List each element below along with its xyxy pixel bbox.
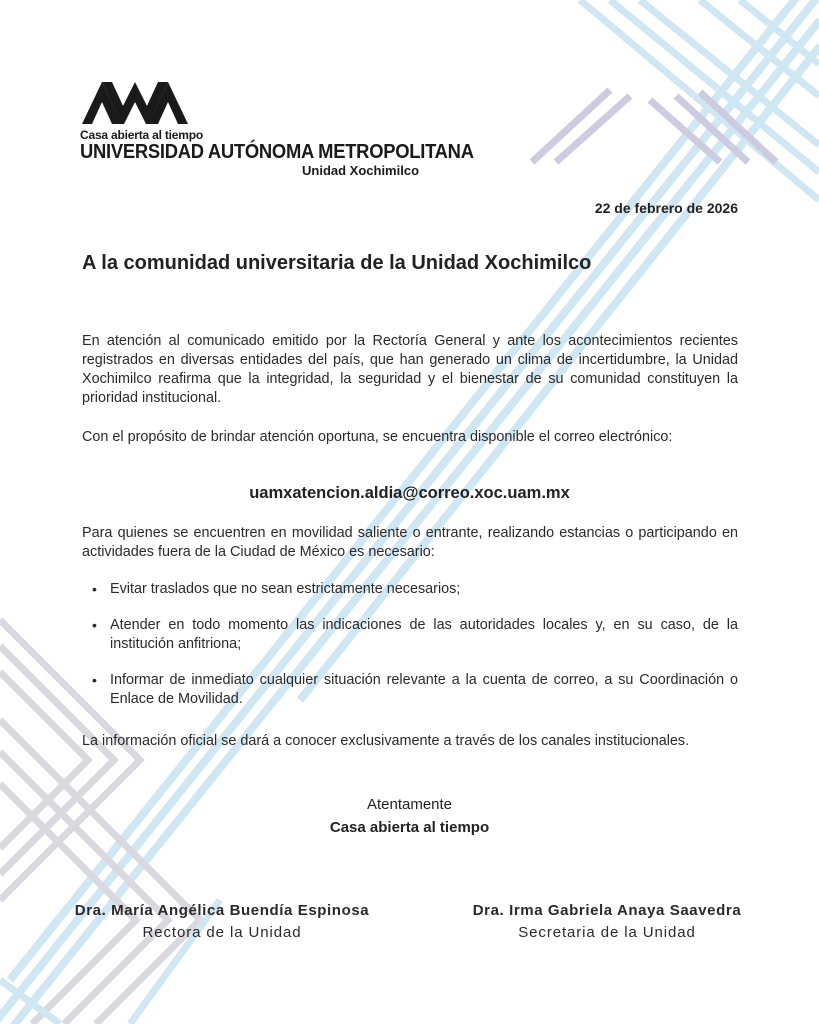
list-item: • Informar de inmediato cualquier situación relevante a la cuenta de correo, a su Coordinación o Enlace de Movilidad. — [92, 672, 738, 707]
paragraph-email-intro: Con el propósito de brindar atención oportuna, se encuentra disponible el correo electrónico: — [82, 429, 673, 445]
university-logo — [80, 76, 474, 178]
signature-block-secretary — [427, 902, 787, 941]
list-item: • Atender en todo momento las indicaciones de las autoridades locales y, en su caso, de la institución anfitriona; — [92, 617, 738, 652]
uam-emblem-icon — [80, 76, 190, 126]
signatory-name: Dra. Irma Gabriela Anaya Saavedra — [472, 902, 742, 919]
document-heading: A la comunidad universitaria de la Unidad Xochimilco — [82, 252, 592, 274]
unit-name: Unidad Xochimilco — [302, 163, 420, 178]
document-date: 22 de febrero de 2026 — [594, 200, 738, 216]
bullet-icon: • — [92, 617, 97, 633]
paragraph-mobility: Para quienes se encuentren en movilidad saliente o entrante, realizando estancias o participando en actividades fuera de la Ciudad de México es necesario: — [82, 525, 738, 560]
paragraph-official-info: La información oficial se dará a conocer exclusivamente a través de los canales institucionales. — [82, 733, 690, 749]
paragraph-intro: En atención al comunicado emitido por la Rectoría General y ante los acontecimientos recientes registrados en diversas entidades del país, que han generado un clima de incertidumbre, la Unidad Xochimilco reafirma que la integridad, la seguridad y el bienestar de su comunidad constituyen la prioridad institucional. — [82, 333, 738, 406]
bullet-icon: • — [92, 672, 97, 688]
recommendations-list — [92, 580, 738, 726]
signature-block-rector — [42, 902, 402, 941]
bullet-icon: • — [92, 581, 97, 597]
logo-tagline: Casa abierta al tiempo — [80, 128, 203, 142]
closing-salutation: Atentamente — [366, 796, 453, 813]
closing-motto: Casa abierta al tiempo — [329, 819, 490, 836]
signatory-role: Rectora de la Unidad — [142, 924, 302, 941]
signatory-role: Secretaria de la Unidad — [518, 924, 696, 941]
signatory-name: Dra. María Angélica Buendía Espinosa — [74, 902, 370, 919]
list-item: • Evitar traslados que no sean estrictamente necesarios; — [92, 581, 461, 597]
contact-email[interactable]: uamxatencion.aldia@correo.xoc.uam.mx — [249, 484, 570, 502]
university-name: UNIVERSIDAD AUTÓNOMA METROPOLITANA — [80, 141, 474, 163]
